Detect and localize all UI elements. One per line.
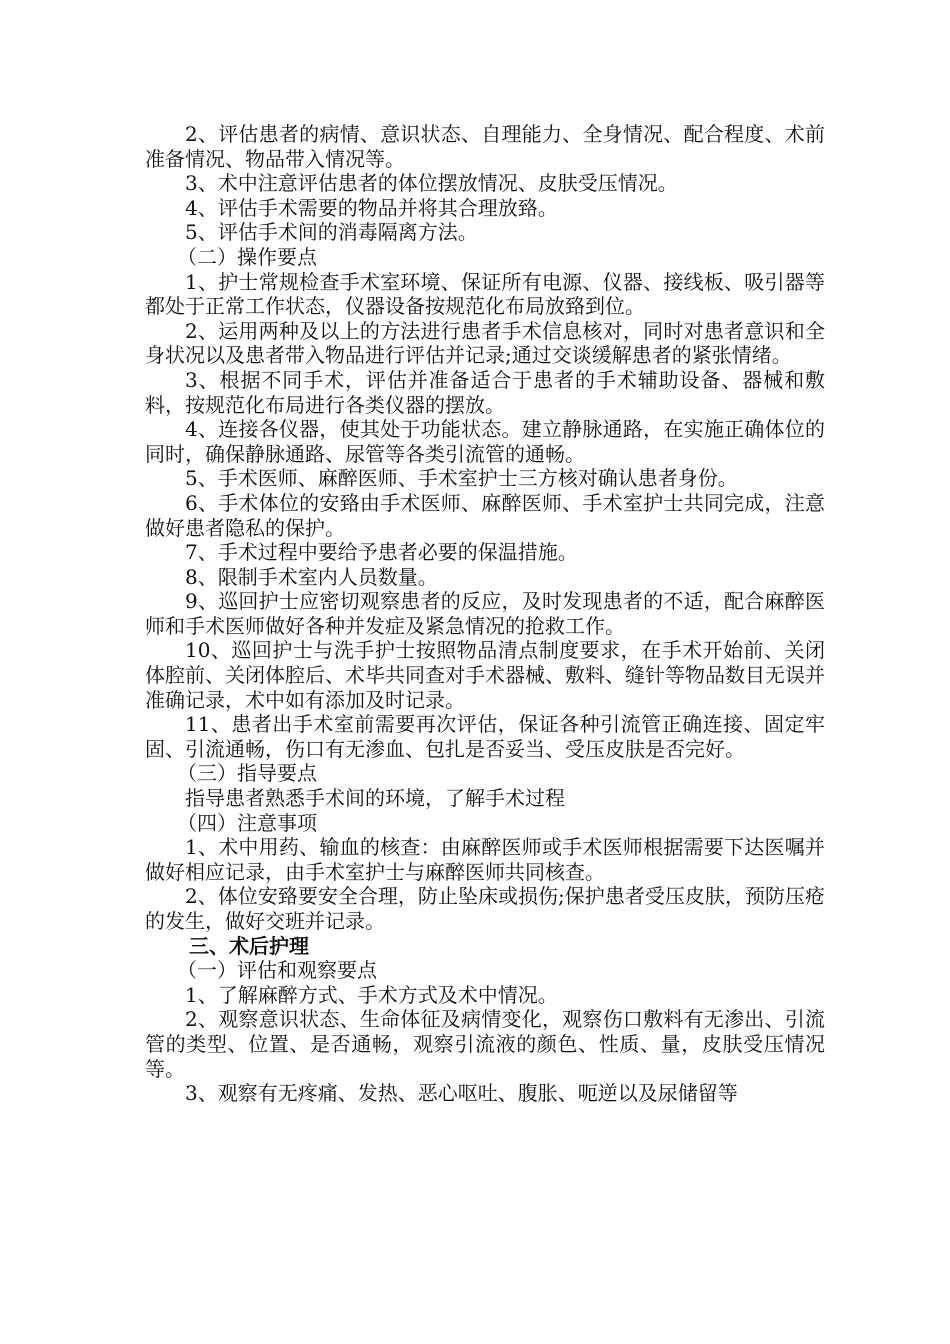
paragraph-postop-2: 2、观察意识状态、生命体征及病情变化，观察伤口敷料有无渗出、引流管的类型、位置、是否通畅，观察引流液的颜色、性质、量，皮肤受压情况等。	[145, 1007, 825, 1081]
paragraph-op-6: 6、手术体位的安臵由手术医师、麻醉医师、手术室护士共同完成，注意做好患者隐私的保护。	[145, 490, 825, 540]
paragraph-op-10: 10、巡回护士与洗手护士按照物品清点制度要求，在手术开始前、关闭体腔前、关闭体腔后、术毕共同查对手术器械、敷料、缝针等物品数目无误并准确记录，术中如有添加及时记录。	[145, 638, 825, 712]
document-page	[145, 122, 825, 1106]
subheading-guidance-points: （三）指导要点	[177, 761, 317, 786]
paragraph-assess-supplies: 4、评估手术需要的物品并将其合理放臵。	[185, 195, 558, 220]
paragraph-precaution-1: 1、术中用药、输血的核查：由麻醉医师或手术医师根据需要下达医嘱并做好相应记录，由手术室护士与麻醉医师共同核查。	[145, 835, 825, 884]
paragraph-op-3: 3、根据不同手术，评估并准备适合于患者的手术辅助设备、器械和敷料，按规范化布局进行各类仪器的摆放。	[145, 367, 825, 417]
paragraph-postop-1: 1、了解麻醉方式、手术方式及术中情况。	[185, 982, 558, 1007]
paragraph-op-4: 4、连接各仪器，使其处于功能状态。建立静脉通路，在实施正确体位的同时，确保静脉通路、尿管等各类引流管的通畅。	[145, 417, 825, 466]
subheading-operation-points: （二）操作要点	[177, 244, 317, 269]
paragraph-op-2: 2、运用两种及以上的方法进行患者手术信息核对，同时对患者意识和全身状况以及患者带入物品进行评估并记录;通过交谈缓解患者的紧张情绪。	[145, 318, 825, 368]
paragraph-op-1: 1、护士常规检查手术室环境、保证所有电源、仪器、接线板、吸引器等都处于正常工作状态，仪器设备按规范化布局放臵到位。	[145, 269, 825, 319]
paragraph-assess-disinfection: 5、评估手术间的消毒隔离方法。	[185, 220, 478, 245]
paragraph-precaution-2: 2、体位安臵要安全合理，防止坠床或损伤;保护患者受压皮肤，预防压疮的发生，做好交班并记录。	[145, 884, 825, 933]
paragraph-op-5: 5、手术医师、麻醉医师、手术室护士三方核对确认患者身份。	[185, 466, 738, 491]
paragraph-assess-position: 3、术中注意评估患者的体位摆放情况、皮肤受压情况。	[185, 171, 678, 196]
paragraph-postop-3: 3、观察有无疼痛、发热、恶心呕吐、腹胀、呃逆以及尿储留等	[185, 1081, 738, 1106]
paragraph-assess-condition: 2、评估患者的病情、意识状态、自理能力、全身情况、配合程度、术前准备情况、物品带入情况等。	[145, 122, 825, 171]
paragraph-op-9: 9、巡回护士应密切观察患者的反应，及时发现患者的不适，配合麻醉医师和手术医师做好各种并发症及紧急情况的抢救工作。	[145, 589, 825, 638]
paragraph-op-7: 7、手术过程中要给予患者必要的保温措施。	[185, 540, 578, 565]
paragraph-op-11: 11、患者出手术室前需要再次评估，保证各种引流管正确连接、固定牢固、引流通畅，伤口有无渗血、包扎是否妥当、受压皮肤是否完好。	[145, 712, 825, 761]
paragraph-op-8: 8、限制手术室内人员数量。	[185, 564, 438, 589]
subheading-postop-assessment: （一）评估和观察要点	[177, 958, 377, 983]
section-heading-postoperative: 三、术后护理	[189, 933, 309, 958]
subheading-precautions: （四）注意事项	[177, 810, 317, 835]
paragraph-guidance: 指导患者熟悉手术间的环境，了解手术过程	[185, 786, 565, 811]
